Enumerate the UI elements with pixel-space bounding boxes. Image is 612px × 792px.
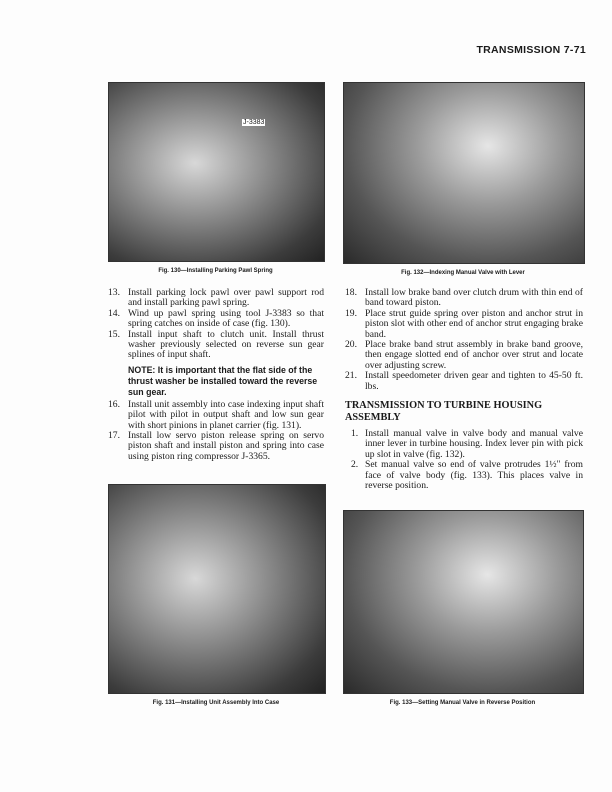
step-text: Install low brake band over clutch drum with thin end of band toward piston. [365,287,583,309]
left-column [108,288,324,462]
step-number: 19. [345,307,357,319]
step-text: Place brake band strut assembly in brake band groove, then engage slotted end of anchor over strut and locate over adjusting screw. [365,339,583,371]
step-number: 21. [345,370,357,382]
step-number: 1. [351,428,359,440]
step-text: Install input shaft to clutch unit. Install thrust washer previously selected on reverse sun gear splines of input shaft. [128,328,324,361]
step-15 [108,330,324,361]
step-number: 13. [108,287,120,298]
step-text: Install speedometer driven gear and tighten to 45-50 ft. lbs. [365,370,583,392]
step-number: 16. [108,398,120,410]
tool-label: J-3383 [243,119,265,126]
step-number: 15. [108,328,120,340]
right-column [345,288,583,492]
step-text: Install parking lock pawl over pawl support rod and install parking pawl spring. [128,287,324,309]
step-text: Place strut guide spring over piston and anchor strut in piston slot with other end of anchor strut engaging brake band. [365,307,583,340]
section-step-1 [345,429,583,460]
fig-133-photo [343,510,584,694]
step-text: Install low servo piston release spring on servo piston shaft and install piston and spring into case using piston ring compressor J-3365. [128,430,324,462]
step-14 [108,309,324,330]
step-text: Wind up pawl spring using tool J-3383 so that spring catches on inside of case (fig. 130). [128,307,324,330]
step-19 [345,309,583,340]
fig-132-photo [343,82,585,264]
fig-132-caption: Fig. 132—Indexing Manual Valve with Lever [401,270,525,276]
step-16 [108,400,324,431]
step-number: 20. [345,339,357,351]
step-text: Install unit assembly into case indexing input shaft pilot with pilot in output shaft and low sun gear with short pinions in planet carrier (fig. 131). [128,398,324,431]
step-text: Install manual valve in valve body and manual valve inner lever in turbine housing. Index lever pin with pick up slot in valve (fig. 132). [365,428,583,460]
fig-130-photo [108,82,325,262]
step-18 [345,288,583,309]
step-20 [345,340,583,371]
fig-133-caption: Fig. 133—Setting Manual Valve in Reverse Position [389,700,536,706]
fig-131-caption: Fig. 131—Installing Unit Assembly Into Case [152,700,280,706]
section-title: TRANSMISSION TO TURBINE HOUSING ASSEMBLY [345,400,543,424]
step-13 [108,288,324,309]
step-17 [108,431,324,462]
section-step-2 [345,460,583,491]
step-21 [345,371,583,392]
page-header: TRANSMISSION 7-71 [476,44,586,56]
step-number: 14. [108,307,120,319]
step-number: 17. [108,430,120,442]
fig-130-caption: Fig. 130—Installing Parking Pawl Spring [158,268,273,274]
fig-131-photo [108,484,326,694]
note: NOTE: It is important that the flat side of the thrust washer be installed toward the reverse sun gear. [128,364,318,397]
step-number: 18. [345,287,357,298]
step-text: Set manual valve so end of valve protrudes 1½" from face of valve body (fig. 133). This places valve in reverse position. [365,459,583,492]
step-number: 2. [351,459,359,471]
